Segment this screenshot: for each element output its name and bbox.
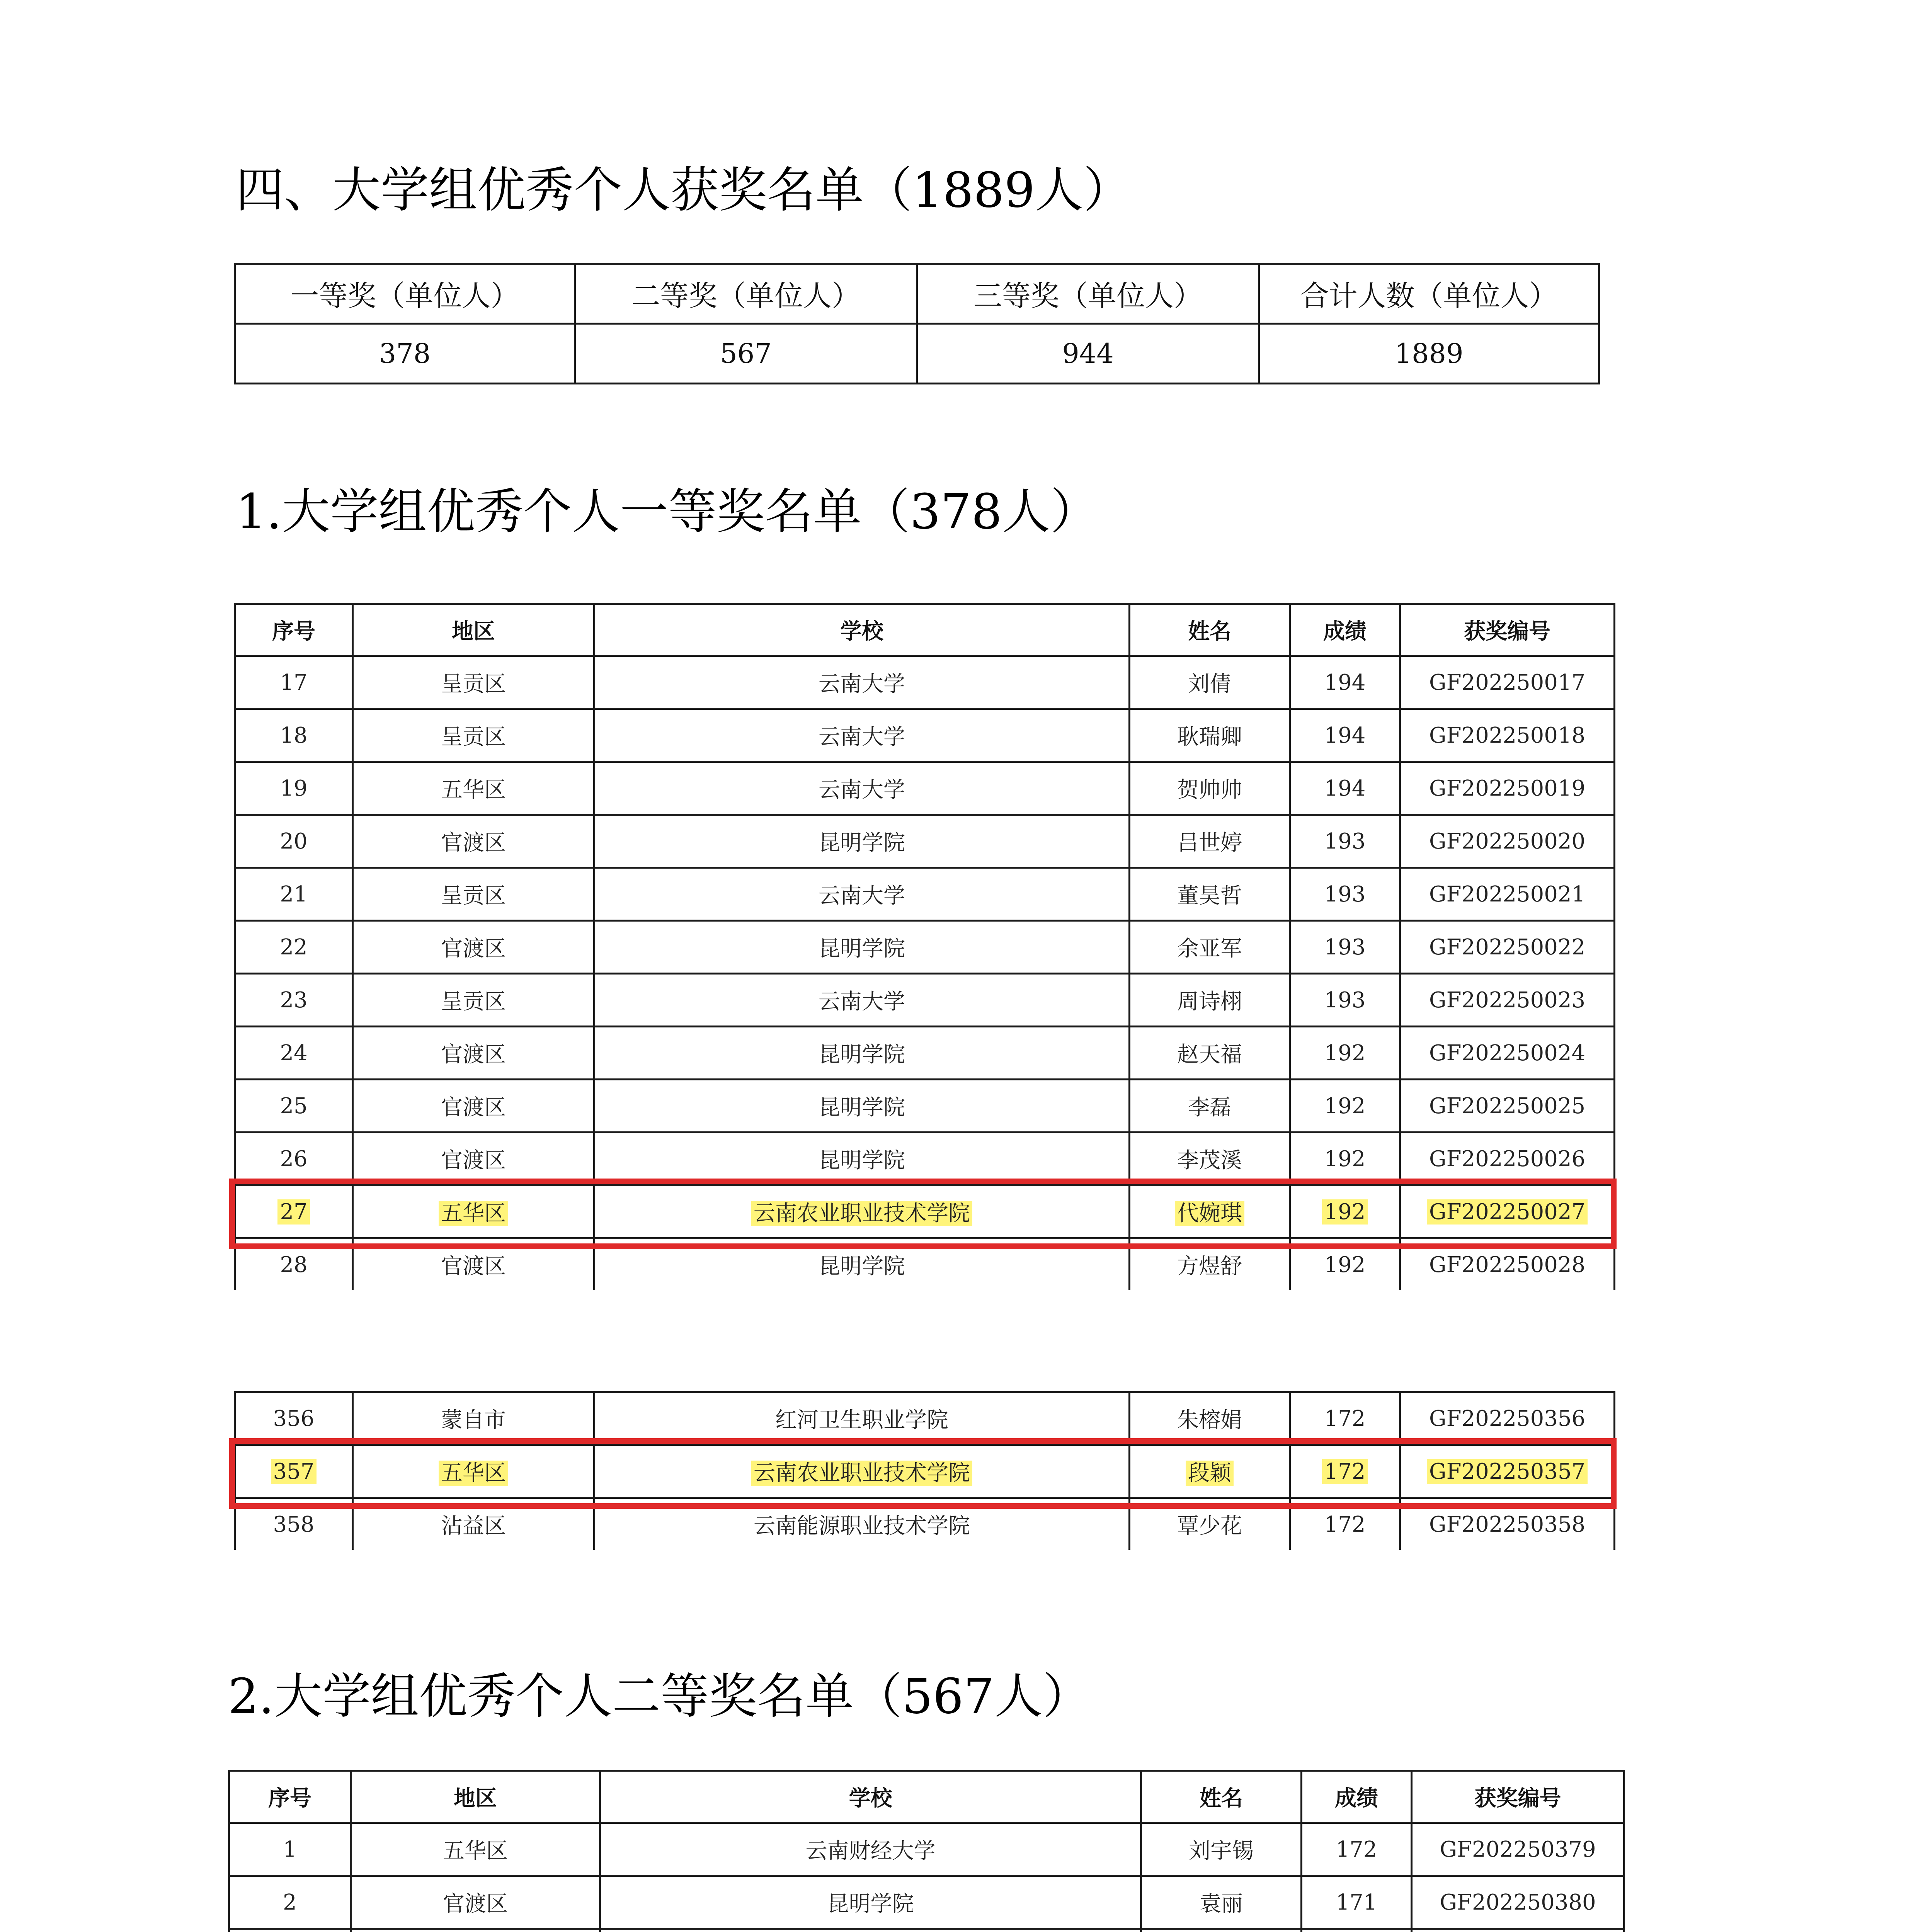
summary-header: 一等奖（单位人） (235, 264, 575, 324)
cell-text: 呈贡区 (441, 989, 506, 1014)
cell-text: 官渡区 (441, 1095, 506, 1120)
summary-value: 944 (917, 324, 1259, 384)
table-cell (1400, 815, 1615, 868)
cell-text: GF202250018 (1429, 723, 1586, 748)
cell-text: 193 (1324, 987, 1366, 1013)
cell-text: 五华区 (441, 777, 506, 803)
highlighted-cell-text: 27 (277, 1199, 310, 1225)
table-cell (1290, 815, 1400, 868)
cell-text: 1 (283, 1837, 297, 1862)
table-cell (353, 1498, 594, 1550)
cell-text: 董昊哲 (1177, 883, 1242, 908)
table-cell (1130, 974, 1290, 1027)
table-cell (235, 815, 353, 868)
highlighted-cell-text: 云南农业职业技术学院 (751, 1461, 972, 1486)
cell-text: 官渡区 (441, 1148, 506, 1173)
summary-value: 567 (575, 324, 917, 384)
table-cell (1400, 762, 1615, 815)
cell-text: 云南大学 (819, 724, 905, 750)
table-cell (235, 1238, 353, 1291)
highlighted-cell-text: GF202250027 (1427, 1199, 1588, 1225)
cell-text: 25 (280, 1093, 308, 1119)
table-cell (1290, 762, 1400, 815)
cell-text: 云南财经大学 (805, 1838, 936, 1864)
cell-text: 耿瑞卿 (1177, 724, 1242, 750)
table-cell (1130, 1133, 1290, 1185)
table-cell (600, 1823, 1141, 1876)
cell-text: GF202250356 (1429, 1406, 1586, 1431)
cell-text: 21 (280, 881, 308, 907)
table-cell (235, 1185, 353, 1238)
table-cell (1290, 1392, 1400, 1445)
cell-text: GF202250026 (1429, 1146, 1586, 1172)
table-cell (235, 1445, 353, 1498)
cell-text: 官渡区 (443, 1891, 508, 1917)
table-cell (1141, 1929, 1302, 1932)
table-cell (235, 1133, 353, 1185)
table-cell (1412, 1876, 1624, 1929)
table-cell (1130, 1080, 1290, 1133)
table-cell (1141, 1823, 1302, 1876)
table-row (235, 1498, 1615, 1550)
cell-text: 昆明学院 (819, 936, 905, 961)
highlighted-cell-text: 192 (1322, 1199, 1368, 1225)
table-row (235, 921, 1615, 974)
table-cell (229, 1823, 351, 1876)
cell-text: 192 (1324, 1040, 1366, 1066)
table-cell (235, 709, 353, 762)
table-cell (353, 1392, 594, 1445)
highlighted-cell-text: 段颖 (1186, 1461, 1234, 1486)
cell-text: 刘宇锡 (1189, 1838, 1254, 1864)
table-cell (235, 762, 353, 815)
cell-text: 172 (1336, 1837, 1377, 1862)
table-cell (1141, 1876, 1302, 1929)
table-cell (235, 868, 353, 921)
table-cell (353, 1027, 594, 1080)
column-header: 序号 (229, 1771, 351, 1823)
cell-text: 周诗栩 (1177, 989, 1242, 1014)
column-header: 成绩 (1290, 604, 1400, 656)
table-cell (594, 815, 1130, 868)
cell-text: 呈贡区 (441, 724, 506, 750)
table-cell (1290, 974, 1400, 1027)
cell-text: 193 (1324, 881, 1366, 907)
cell-text: 22 (280, 934, 308, 960)
table-cell (1290, 1498, 1400, 1550)
table-cell (594, 1238, 1130, 1291)
first-prize-table-continued (234, 1391, 1615, 1550)
table-cell (1400, 1027, 1615, 1080)
table-row (235, 1133, 1615, 1185)
cell-text: 云南大学 (819, 777, 905, 803)
cell-text: 172 (1324, 1406, 1366, 1431)
cell-text: 刘倩 (1188, 672, 1231, 697)
cell-text: 五华区 (443, 1838, 508, 1864)
table-cell (1400, 1185, 1615, 1238)
table-cell (351, 1929, 600, 1932)
table-cell (353, 656, 594, 709)
table-cell (1130, 709, 1290, 762)
cell-text: 172 (1324, 1512, 1366, 1537)
table-cell (1290, 1238, 1400, 1291)
cell-text: 沾益区 (441, 1514, 506, 1539)
section-title-summary: 四、大学组优秀个人获奖名单（1889人） (236, 162, 1132, 218)
cell-text: 官渡区 (441, 1254, 506, 1279)
column-header: 地区 (351, 1771, 600, 1823)
highlighted-cell-text: 代婉琪 (1175, 1201, 1244, 1226)
table-row (235, 1238, 1615, 1291)
table-cell (1290, 921, 1400, 974)
column-header: 学校 (600, 1771, 1141, 1823)
table-cell (594, 1080, 1130, 1133)
cell-text: 呈贡区 (441, 672, 506, 697)
table-row (229, 1929, 1624, 1932)
table-row (235, 709, 1615, 762)
table-cell (594, 1185, 1130, 1238)
table-row (235, 1445, 1615, 1498)
cell-text: 192 (1324, 1252, 1366, 1277)
table-cell (353, 815, 594, 868)
cell-text: 昆明学院 (827, 1891, 914, 1917)
highlighted-cell-text: GF202250357 (1427, 1459, 1588, 1484)
cell-text: 194 (1324, 723, 1366, 748)
table-cell (594, 762, 1130, 815)
column-header: 姓名 (1141, 1771, 1302, 1823)
summary-header: 二等奖（单位人） (575, 264, 917, 324)
table-cell (1400, 1238, 1615, 1291)
table-row (229, 1823, 1624, 1876)
cell-text: 红河卫生职业学院 (775, 1408, 948, 1433)
table-cell (353, 1238, 594, 1291)
highlighted-cell-text: 357 (271, 1459, 317, 1484)
table-cell (1130, 868, 1290, 921)
highlighted-cell-text: 云南农业职业技术学院 (751, 1201, 972, 1226)
table-cell (351, 1876, 600, 1929)
cell-text: 朱榕娟 (1177, 1408, 1242, 1433)
table-cell (353, 709, 594, 762)
cell-text: 昆明学院 (819, 830, 905, 855)
cell-text: 23 (280, 987, 308, 1013)
table-cell (235, 1392, 353, 1445)
table-header-row (235, 604, 1615, 656)
cell-text: 194 (1324, 776, 1366, 801)
table-cell (1400, 1445, 1615, 1498)
cell-text: 昆明学院 (819, 1042, 905, 1067)
table-cell (1400, 1080, 1615, 1133)
column-header: 序号 (235, 604, 353, 656)
second-prize-table (228, 1770, 1625, 1932)
table-cell (351, 1823, 600, 1876)
cell-text: 袁丽 (1200, 1891, 1243, 1917)
section-title-second-prize: 2.大学组优秀个人二等奖名单（567人） (228, 1668, 1091, 1725)
cell-text: 17 (280, 670, 308, 695)
table-cell (594, 1498, 1130, 1550)
cell-text: 官渡区 (441, 1042, 506, 1067)
table-cell (594, 1027, 1130, 1080)
highlighted-cell-text: 五华区 (439, 1461, 508, 1486)
cell-text: 28 (280, 1252, 308, 1277)
cell-text: 24 (280, 1040, 308, 1066)
highlighted-cell-text: 五华区 (439, 1201, 508, 1226)
table-cell (594, 656, 1130, 709)
table-cell (1130, 1185, 1290, 1238)
cell-text: GF202250022 (1429, 934, 1586, 960)
column-header: 学校 (594, 604, 1130, 656)
cell-text: 云南能源职业技术学院 (754, 1514, 970, 1539)
column-header: 地区 (353, 604, 594, 656)
cell-text: GF202250019 (1429, 776, 1586, 801)
summary-header: 三等奖（单位人） (917, 264, 1259, 324)
summary-header: 合计人数（单位人） (1259, 264, 1599, 324)
cell-text: 192 (1324, 1146, 1366, 1172)
table-cell (1400, 1133, 1615, 1185)
table-cell (229, 1876, 351, 1929)
table-row (235, 1080, 1615, 1133)
table-cell (1130, 921, 1290, 974)
table-cell (594, 1133, 1130, 1185)
cell-text: 193 (1324, 934, 1366, 960)
table-row (235, 868, 1615, 921)
summary-value: 1889 (1259, 324, 1599, 384)
cell-text: 192 (1324, 1093, 1366, 1119)
highlighted-cell-text: 172 (1322, 1459, 1368, 1484)
table-cell (353, 868, 594, 921)
table-cell (1290, 1133, 1400, 1185)
cell-text: 李磊 (1188, 1095, 1231, 1120)
cell-text: GF202250020 (1429, 828, 1586, 854)
table-cell (1302, 1823, 1412, 1876)
table-cell (235, 1027, 353, 1080)
cell-text: 昆明学院 (819, 1095, 905, 1120)
table-cell (353, 921, 594, 974)
table-cell (229, 1929, 351, 1932)
table-cell (1290, 1027, 1400, 1080)
table-cell (1130, 1392, 1290, 1445)
cell-text: 26 (280, 1146, 308, 1172)
table-cell (353, 1080, 594, 1133)
table-cell (594, 921, 1130, 974)
table-cell (1130, 815, 1290, 868)
table-cell (1290, 656, 1400, 709)
table-cell (235, 656, 353, 709)
cell-text: GF202250380 (1440, 1889, 1596, 1915)
column-header: 成绩 (1302, 1771, 1412, 1823)
table-cell (353, 762, 594, 815)
cell-text: 193 (1324, 828, 1366, 854)
cell-text: 覃少花 (1177, 1514, 1242, 1539)
table-row (235, 762, 1615, 815)
cell-text: GF202250025 (1429, 1093, 1586, 1119)
cell-text: 昆明学院 (819, 1148, 905, 1173)
table-cell (1400, 974, 1615, 1027)
table-cell (594, 1392, 1130, 1445)
table-cell (1130, 1238, 1290, 1291)
table-cell (353, 1445, 594, 1498)
cell-text: 蒙自市 (441, 1408, 506, 1433)
table-cell (1302, 1876, 1412, 1929)
table-cell (1400, 1498, 1615, 1550)
table-row (235, 1185, 1615, 1238)
table-cell (600, 1929, 1141, 1932)
section-title-first-prize: 1.大学组优秀个人一等奖名单（378人） (236, 484, 1099, 540)
cell-text: 赵天福 (1177, 1042, 1242, 1067)
table-cell (1290, 1185, 1400, 1238)
table-cell (1130, 762, 1290, 815)
table-row (235, 656, 1615, 709)
table-cell (594, 1445, 1130, 1498)
cell-text: 李茂溪 (1177, 1148, 1242, 1173)
table-cell (353, 974, 594, 1027)
table-cell (235, 1498, 353, 1550)
table-cell (235, 921, 353, 974)
cell-text: 19 (280, 776, 308, 801)
table-row (229, 1876, 1624, 1929)
first-prize-table (234, 603, 1615, 1290)
cell-text: 2 (283, 1889, 297, 1915)
cell-text: 194 (1324, 670, 1366, 695)
cell-text: 昆明学院 (819, 1254, 905, 1279)
table-cell (594, 709, 1130, 762)
cell-text: 官渡区 (441, 830, 506, 855)
table-cell (1290, 1080, 1400, 1133)
cell-text: 20 (280, 828, 308, 854)
table-cell (353, 1185, 594, 1238)
cell-text: GF202250023 (1429, 987, 1586, 1013)
cell-text: 方煜舒 (1177, 1254, 1242, 1279)
cell-text: GF202250021 (1429, 881, 1586, 907)
table-cell (1290, 1445, 1400, 1498)
table-cell (1400, 1392, 1615, 1445)
table-cell (1290, 709, 1400, 762)
summary-value: 378 (235, 324, 575, 384)
cell-text: 吕世婷 (1177, 830, 1242, 855)
cell-text: 18 (280, 723, 308, 748)
table-cell (1412, 1929, 1624, 1932)
cell-text: 余亚军 (1177, 936, 1242, 961)
cell-text: GF202250358 (1429, 1512, 1586, 1537)
table-cell (1412, 1823, 1624, 1876)
cell-text: 356 (273, 1406, 315, 1431)
cell-text: GF202250017 (1429, 670, 1586, 695)
column-header: 获奖编号 (1412, 1771, 1624, 1823)
cell-text: 云南大学 (819, 672, 905, 697)
table-cell (353, 1133, 594, 1185)
cell-text: GF202250028 (1429, 1252, 1586, 1277)
table-cell (1302, 1929, 1412, 1932)
column-header: 姓名 (1130, 604, 1290, 656)
table-cell (1130, 656, 1290, 709)
cell-text: GF202250024 (1429, 1040, 1586, 1066)
summary-table (234, 263, 1600, 384)
table-row (235, 1027, 1615, 1080)
table-row (235, 1392, 1615, 1445)
cell-text: 贺帅帅 (1177, 777, 1242, 803)
table-header-row (229, 1771, 1624, 1823)
cell-text: 云南大学 (819, 883, 905, 908)
table-cell (600, 1876, 1141, 1929)
cell-text: 171 (1336, 1889, 1377, 1915)
cell-text: 358 (273, 1512, 315, 1537)
table-row (235, 815, 1615, 868)
table-cell (235, 1080, 353, 1133)
table-cell (1290, 868, 1400, 921)
table-row (235, 974, 1615, 1027)
column-header: 获奖编号 (1400, 604, 1615, 656)
table-cell (594, 868, 1130, 921)
cell-text: 官渡区 (441, 936, 506, 961)
table-cell (594, 974, 1130, 1027)
table-cell (1400, 709, 1615, 762)
table-cell (1400, 868, 1615, 921)
cell-text: 云南大学 (819, 989, 905, 1014)
table-cell (1400, 656, 1615, 709)
table-cell (1130, 1027, 1290, 1080)
cell-text: GF202250379 (1440, 1837, 1596, 1862)
cell-text: 呈贡区 (441, 883, 506, 908)
table-cell (1130, 1445, 1290, 1498)
table-cell (1400, 921, 1615, 974)
table-cell (235, 974, 353, 1027)
table-cell (1130, 1498, 1290, 1550)
